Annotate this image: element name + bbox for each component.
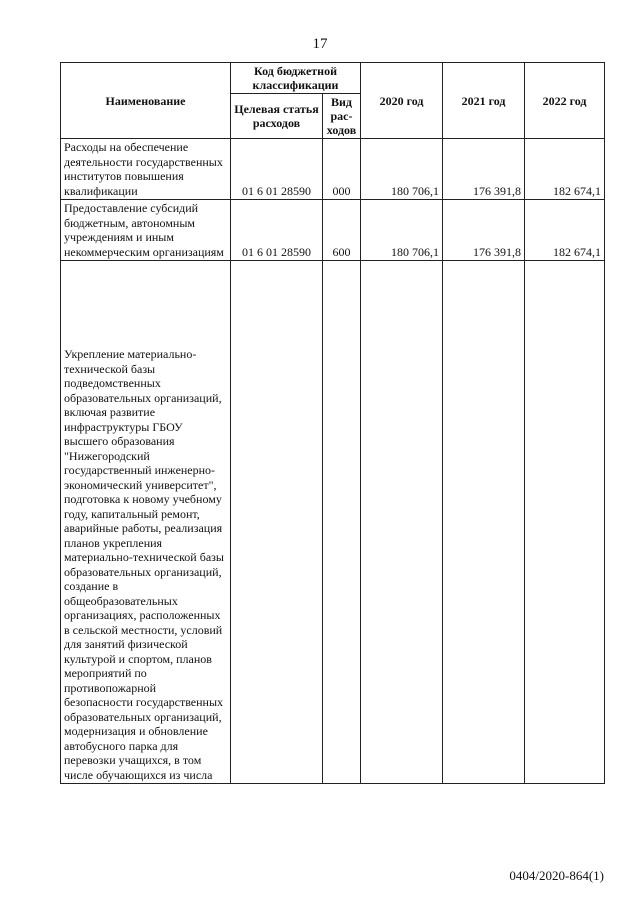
table-row <box>61 200 605 261</box>
header-year-2020: 2020 год <box>361 63 443 139</box>
row-value-2021: 176 391,8 <box>443 139 525 200</box>
row-target-article: 01 6 01 28590 <box>231 200 323 261</box>
table-row <box>61 261 605 784</box>
row-value-2020: 180 706,1 <box>361 139 443 200</box>
document-code: 0404/2020-864(1) <box>509 868 604 883</box>
row-expense-type <box>323 261 361 784</box>
row-value-2020 <box>361 261 443 784</box>
row-name: Расходы на обеспечение деятельности государственных институтов повышения квалификации <box>61 139 231 200</box>
row-name: Укрепление материально-технической базы подведомственных образовательных организаций, включая развитие инфраструктуры ГБОУ высшего образования "Нижегородский государственный инженерно-экономический университет", подготовка к новому учебному году, капитальный ремонт, аварийные работы, реализация планов укрепления материально-технической базы образовательных организаций, создание в общеобразовательных организациях, расположенных в сельской местности, условий для занятий физической культурой и спортом, планов мероприятий по противопожарной безопасности государственных образовательных организаций, модернизация и обновление автобусного парка для перевозки учащихся, в том числе обучающихся из числа <box>61 261 231 784</box>
row-expense-type: 600 <box>323 200 361 261</box>
row-target-article: 01 6 01 28590 <box>231 139 323 200</box>
header-budget-classification: Код бюджетной классификации <box>231 63 361 94</box>
header-year-2022: 2022 год <box>525 63 605 139</box>
row-value-2021 <box>443 261 525 784</box>
budget-table <box>60 62 605 784</box>
header-target-article: Целевая статья расходов <box>231 94 323 139</box>
header-expense-type: Вид рас-ходов <box>323 94 361 139</box>
row-expense-type: 000 <box>323 139 361 200</box>
row-target-article <box>231 261 323 784</box>
header-row-top <box>61 63 605 94</box>
row-value-2022: 182 674,1 <box>525 139 605 200</box>
row-value-2022: 182 674,1 <box>525 200 605 261</box>
row-value-2022 <box>525 261 605 784</box>
header-year-2021: 2021 год <box>443 63 525 139</box>
row-value-2020: 180 706,1 <box>361 200 443 261</box>
row-name: Предоставление субсидий бюджетным, автономным учреждениям и иным некоммерческим организациям <box>61 200 231 261</box>
header-name: Наименование <box>61 63 231 139</box>
row-value-2021: 176 391,8 <box>443 200 525 261</box>
page-number: 17 <box>312 36 328 52</box>
table-row <box>61 139 605 200</box>
